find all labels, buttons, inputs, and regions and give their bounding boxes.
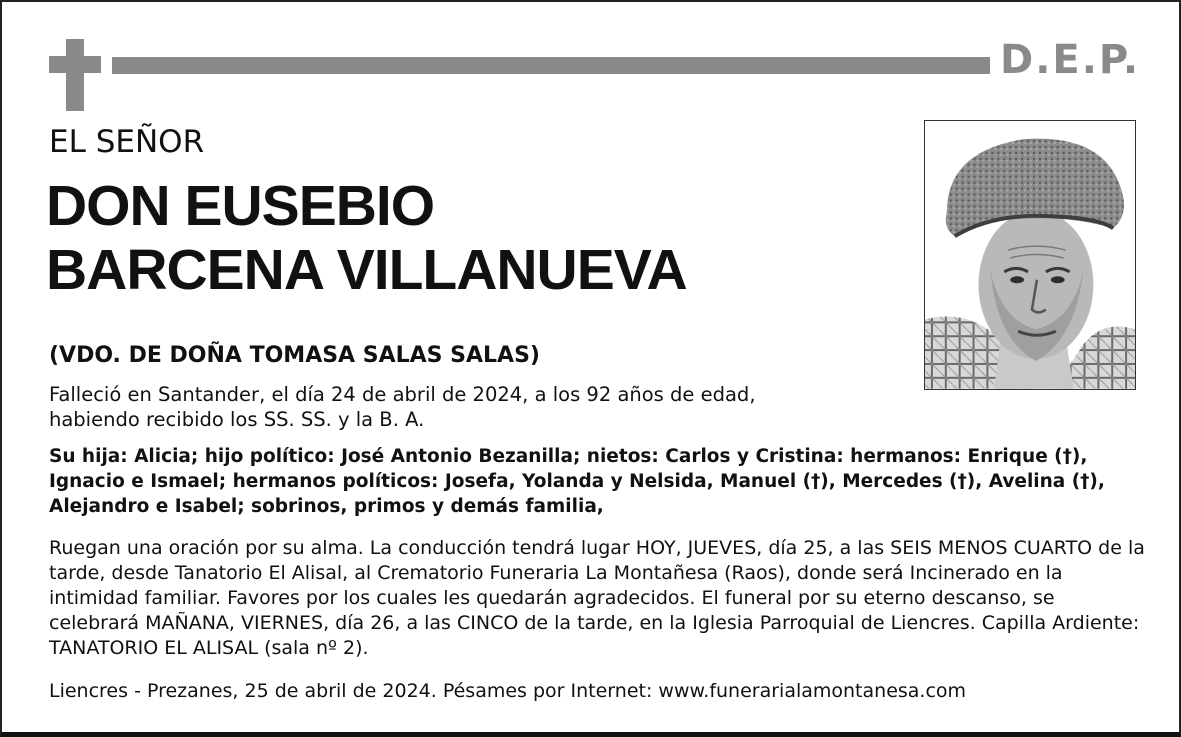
title-prefix: EL SEÑOR — [49, 124, 205, 160]
deceased-name — [46, 174, 687, 302]
footer-paragraph: Liencres - Prezanes, 25 de abril de 2024. Pésames por Internet: www.funerarialamontanesa.com — [49, 680, 967, 702]
portrait-illustration — [925, 121, 1135, 389]
death-paragraph: Falleció en Santander, el día 24 de abril de 2024, a los 92 años de edad, habiendo recibido los SS. SS. y la B. A. — [49, 383, 756, 431]
cross-icon — [49, 39, 101, 111]
ceremony-paragraph: Ruegan una oración por su alma. La conducción tendrá lugar HOY, JUEVES, día 25, a las SEIS MENOS CUARTO de la tarde, desde Tanatorio El Alisal, al Crematorio Funeraria La Montañesa (Raos), donde será Incinerado en la intimidad familiar. Favores por los cuales les quedarán agradecidos. El funeral por su eterno descanso, se celebrará MAÑANA, VIERNES, día 26, a las CINCO de la tarde, en la Iglesia Parroquial de Liencres. Capilla Ardiente: TANATORIO EL ALISAL (sala nº 2). — [49, 537, 1145, 659]
family-paragraph: Su hija: Alicia; hijo político: José Antonio Bezanilla; nietos: Carlos y Cristina: hermanos: Enrique (†), Ignacio e Ismael; hermanos políticos: Josefa, Yolanda y Nelsida, Manuel (†), Mercedes (†), Avelina (†), Alejandro e Isabel; sobrinos, primos y demás familia, — [49, 446, 1105, 517]
name-line-1: DON EUSEBIO — [46, 174, 435, 238]
dep-label: D.E.P. — [1000, 37, 1141, 83]
widow-of-line: (VDO. DE DOÑA TOMASA SALAS SALAS) — [49, 343, 540, 368]
header-rule — [112, 57, 990, 74]
name-line-2: BARCENA VILLANUEVA — [46, 238, 687, 302]
portrait-photo — [924, 120, 1136, 390]
